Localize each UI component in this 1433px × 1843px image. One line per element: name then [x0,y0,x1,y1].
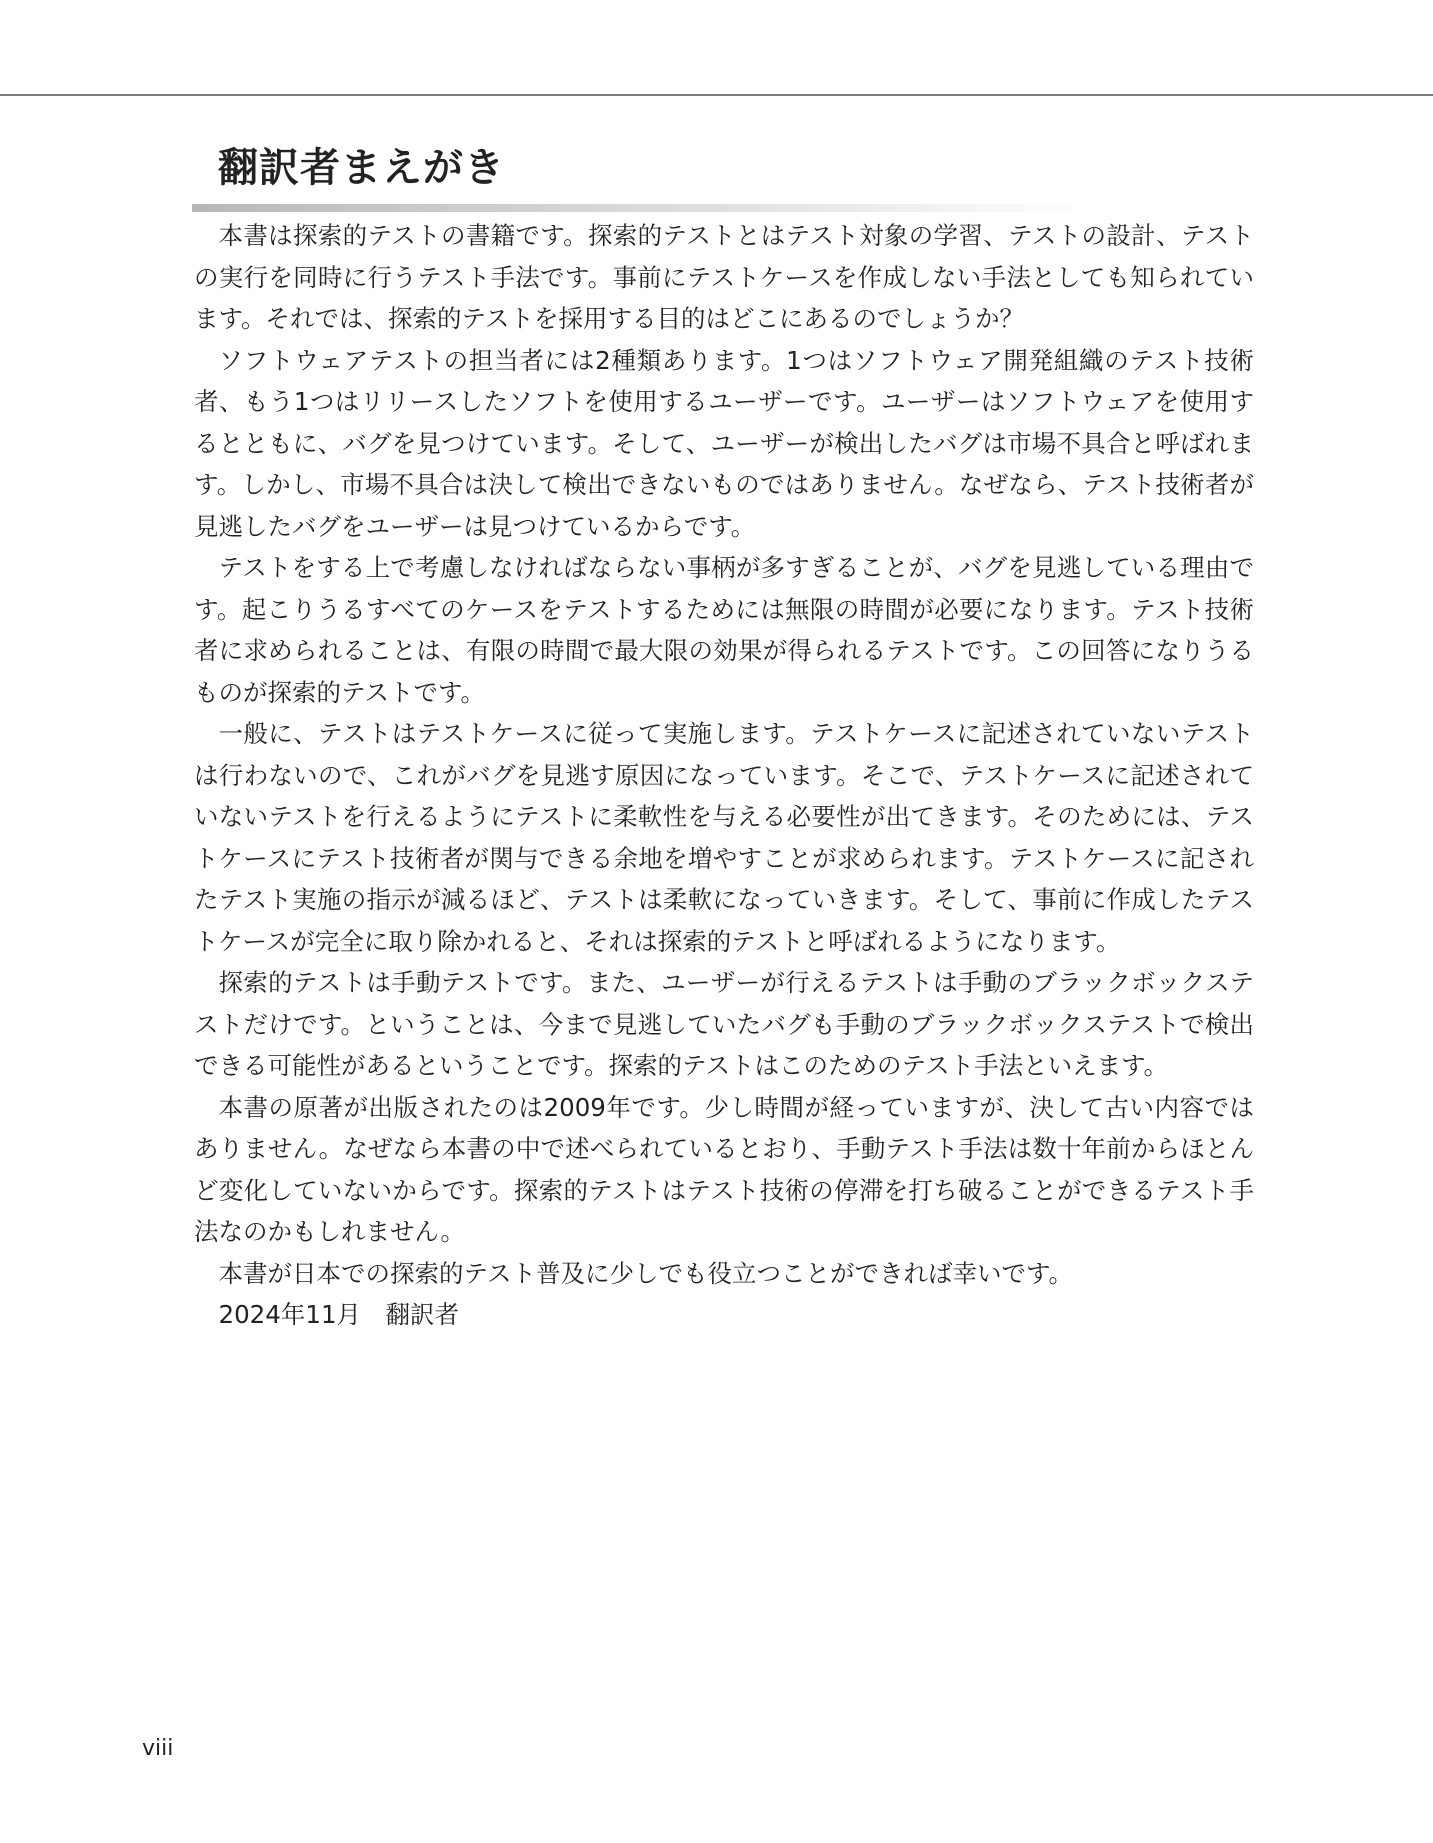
paragraph: 一般に、テストはテストケースに従って実施します。テストケースに記述されていないテストは行わないので、これがバグを見逃す原因になっています。そこで、テストケースに記述されていないテストを行えるようにテストに柔軟性を与える必要性が出てきます。そのためには、テストケースにテスト技術者が関与できる余地を増やすことが求められます。テストケースに記されたテスト実施の指示が減るほど、テストは柔軟になっていきます。そして、事前に作成したテストケースが完全に取り除かれると、それは探索的テストと呼ばれるようになります。 [194,719,1254,956]
paragraph: 本書の原著が出版されたのは2009年です。少し時間が経っていますが、決して古い内容ではありません。なぜなら本書の中で述べられているとおり、手動テスト手法は数十年前からほとんど変化していないからです。探索的テストはテスト技術の停滞を打ち破ることができるテスト手法なのかもしれません。 [194,1092,1254,1246]
body-text [194,215,1254,1336]
paragraph: 本書は探索的テストの書籍です。探索的テストとはテスト対象の学習、テストの設計、テストの実行を同時に行うテスト手法です。事前にテストケースを作成しない手法としても知られています。それでは、探索的テストを採用する目的はどこにあるのでしょうか？ [194,221,1254,333]
paragraph: テストをする上で考慮しなければならない事柄が多すぎることが、バグを見逃している理由です。起こりうるすべてのケースをテストするためには無限の時間が必要になります。テスト技術者に求められることは、有限の時間で最大限の効果が得られるテストです。この回答になりうるものが探索的テストです。 [194,553,1254,707]
page-title: 翻訳者まえがき [218,145,505,191]
signature: 2024年11月 翻訳者 [218,1300,460,1329]
header-rule [0,94,1433,96]
paragraph: 本書が日本での探索的テスト普及に少しでも役立つことができれば幸いです。 [218,1258,1074,1288]
heading-block [192,140,1092,212]
page-number: viii [142,1736,174,1761]
heading-underline-bar [192,204,1092,212]
paragraph: ソフトウェアテストの担当者には2種類あります。1つはソフトウェア開発組織のテスト技術者、もう1つはリリースしたソフトを使用するユーザーです。ユーザーはソフトウェアを使用するとともに、バグを見つけています。そして、ユーザーが検出したバグは市場不具合と呼ばれます。しかし、市場不具合は決して検出できないものではありません。なぜなら、テスト技術者が見逃したバグをユーザーは見つけているからです。 [194,345,1254,541]
paragraph: 探索的テストは手動テストです。また、ユーザーが行えるテストは手動のブラックボックステストだけです。ということは、今まで見逃していたバグも手動のブラックボックステストで検出できる可能性があるということです。探索的テストはこのためのテスト手法といえます。 [194,968,1254,1080]
